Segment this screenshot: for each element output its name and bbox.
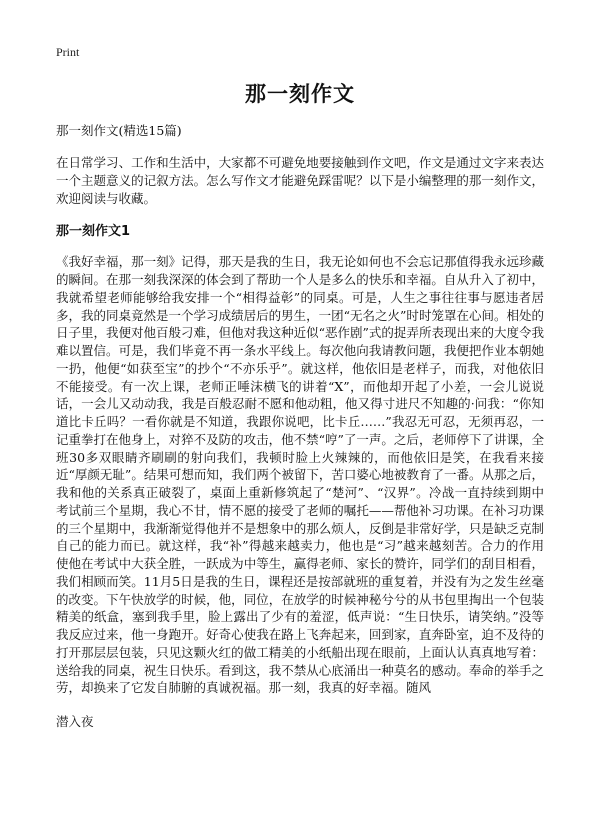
print-label: Print [56, 45, 80, 59]
continuation-text: 潜入夜 [56, 714, 94, 730]
document-title: 那一刻作文 [245, 82, 355, 106]
section-heading: 那一刻作文1 [56, 224, 131, 240]
intro-paragraph: 在日常学习、工作和生活中，大家都不可避免地要接触到作文吧，作文是通过文字来表达一个主题意义的记叙方法。怎么写作文才能避免踩雷呢？以下是小编整理的那一刻作文，欢迎阅读与收藏。 [56, 155, 544, 206]
document-subtitle: 那一刻作文(精选15篇) [56, 123, 182, 138]
section-body: 《我好幸福，那一刻》记得，那天是我的生日，我无论如何也不会忘记那值得我永远珍藏的瞬间。在那一刻我深深的体会到了帮助一个人是多么的快乐和幸福。自从升入了初中，我就希望老师能够给我安排一个“相得益彰”的同桌。可是，人生之事往往事与愿违者居多，我的同桌竟然是一个学习成绩居后的男生，一团“无名之火”时时笼罩在心间。相处的日子里，我便对他百般刁难，但他对我这种近似“恶作剧”式的捉弄所表现出来的大度令我难以置信。可是，我们毕竟不再一条水平线上。每次他向我请教问题，我便把作业本朝她一扔，他便“如获至宝”的抄个“不亦乐乎”。就这样，他依旧是老样子，而我，对他依旧不能接受。有一次上课，老师正唾沫横飞的讲着“X”，而他却开起了小差，一会儿说说话，一会儿又动动我，我是百般忍耐不愿和他动粗，他又得寸进尺不知趣的·问我：“你知道比卡丘吗？一看你就是不知道，我跟你说吧，比卡丘……”我忍无可忍，无须再忍，一记重拳打在他身上，对猝不及防的攻击，他不禁“哼”了一声。之后，老师停下了讲课，全班30多双眼睛齐刷刷的射向我们，我顿时脸上火辣辣的，而他依旧是笑，在我看来接近“厚颜无耻”。结果可想而知，我们两个被留下，苦口婆心地被教育了一番。从那之后，我和他的关系真正破裂了，桌面上重新修筑起了“楚河”、“汉界”。冷战一直持续到期中考试前三个星期，我心不甘，情不愿的接受了老师的嘱托——帮他补习功课。在补习功课的三个星期中，我渐渐觉得他并不是想象中的那么烦人，反倒是非常好学，只是缺乏克制自己的能力而已。就这样，我“补”得越来越卖力，他也是“习”越来越刻苦。合力的作用使他在考试中大获全胜，一跃成为中等生，赢得老师、家长的赞许，同学们的刮目相看，我们相顾而笑。11月5日是我的生日，课程还是按部就班的重复着，并没有为之发生丝毫的改变。下午快放学的时候，他，同位，在放学的时候神秘兮兮的从书包里掏出一个包装精美的纸盒，塞到我手里，脸上露出了少有的羞涩，低声说：“生日快乐，请笑纳。”没等我反应过来，他一身跑开。好奇心使我在路上飞奔起来，回到家，直奔卧室，迫不及待的打开那层层包装，只见这颗火红的做工精美的小纸船出现在眼前，上面认认真真地写着：送给我的同桌，祝生日快乐。看到这，我不禁从心底涌出一种莫名的感动。奉命的举手之劳，却换来了它发自肺腑的真诚祝福。那一刻，我真的好幸福。随风 [56, 254, 544, 696]
